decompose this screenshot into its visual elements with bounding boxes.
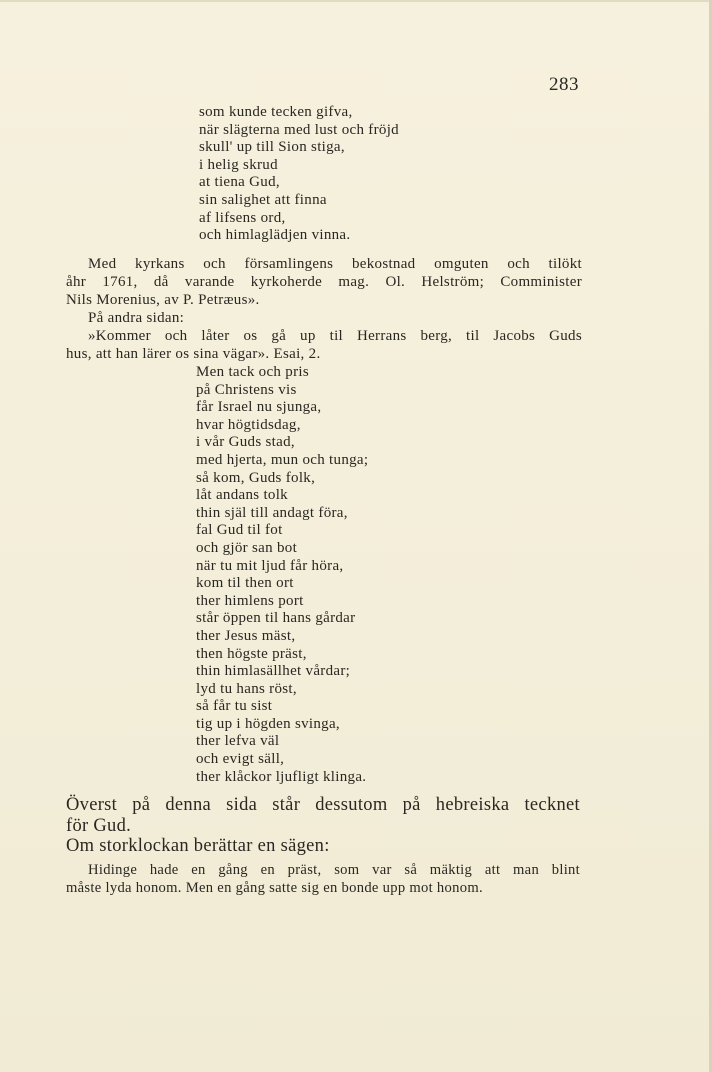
paragraph-line: Hidinge hade en gång en präst, som var så mäktig att man blint (88, 862, 580, 878)
verse-line: kom til then ort (196, 575, 294, 592)
verse-line: så får tu sist (196, 698, 273, 715)
paragraph-quote (66, 327, 582, 363)
verse-line: på Christens vis (196, 381, 297, 398)
verse-line: när slägterna med lust och fröjd (199, 121, 399, 138)
verse-line: fal Gud til fot (196, 522, 283, 539)
verse-line: när tu mit ljud får höra, (196, 557, 344, 574)
paragraph-legend-heading (66, 836, 580, 857)
paragraph-line: måste lyda honom. Men en gång satte sig en bonde upp mot honom. (66, 880, 483, 896)
paragraph-line: Överst på denna sida står dessutom på hebreiska tecknet (66, 795, 580, 815)
verse-line: som kunde tecken gifva, (199, 104, 353, 120)
paragraph-line: Nils Morenius, av P. Petræus». (66, 292, 260, 308)
verse-line: med hjerta, mun och tunga; (196, 451, 369, 468)
paragraph-line: Om storklockan berättar en sägen: (66, 836, 330, 856)
verse-line: i vår Guds stad, (196, 434, 295, 451)
paragraph-line: Med kyrkans och församlingens bekostnad omguten och tilökt (88, 256, 582, 272)
paragraph-line: för Gud. (66, 816, 132, 836)
paragraph-legend-text (66, 861, 580, 897)
verse-line: sin salighet att finna (199, 191, 327, 208)
verse-line: står öppen til hans gårdar (196, 610, 356, 627)
verse-line: skull' up till Sion stiga, (199, 139, 345, 156)
paragraph-inscription (66, 255, 582, 309)
verse-line: låt andans tolk (196, 487, 288, 504)
verse-line: at tiena Gud, (199, 174, 280, 191)
verse-line: så kom, Guds folk, (196, 469, 316, 486)
verse-line: ther Jesus mäst, (196, 627, 296, 644)
verse-line: af lifsens ord, (199, 209, 286, 226)
verse-block-2 (196, 364, 368, 786)
verse-line: thin själ till andagt föra, (196, 504, 348, 521)
verse-line: ther himlens port (196, 592, 304, 609)
verse-line: i helig skrud (199, 156, 278, 173)
paragraph-line: »Kommer och låter os gå up til Herrans berg, til Jacobs Guds (88, 328, 582, 344)
verse-block-1 (199, 104, 399, 245)
verse-line: tig up i högden svinga, (196, 715, 340, 732)
verse-line: Men tack och pris (196, 364, 309, 380)
verse-line: thin himlasällhet vårdar; (196, 663, 351, 680)
paragraph-line: hus, att han lärer os sina vägar». Esai, 2. (66, 346, 321, 362)
verse-line: och gjör san bot (196, 539, 298, 556)
verse-line: ther klåckor ljufligt klinga. (196, 768, 367, 785)
paragraph-other-side (66, 309, 582, 327)
verse-line: lyd tu hans röst, (196, 680, 297, 697)
verse-line: hvar högtidsdag, (196, 416, 301, 433)
verse-line: ther lefva väl (196, 733, 280, 750)
paragraph-line: åhr 1761, då varande kyrkoherde mag. Ol. Helström; Comminister (66, 274, 582, 290)
verse-line: får Israel nu sjunga, (196, 399, 322, 416)
verse-line: och evigt säll, (196, 751, 285, 768)
paragraph-hebrew-note (66, 795, 580, 837)
paragraph-line: På andra sidan: (88, 310, 185, 326)
page-number: 283 (549, 74, 579, 95)
verse-line: then högste präst, (196, 645, 307, 662)
verse-line: och himlaglädjen vinna. (199, 227, 351, 244)
page-top-edge (0, 0, 712, 2)
